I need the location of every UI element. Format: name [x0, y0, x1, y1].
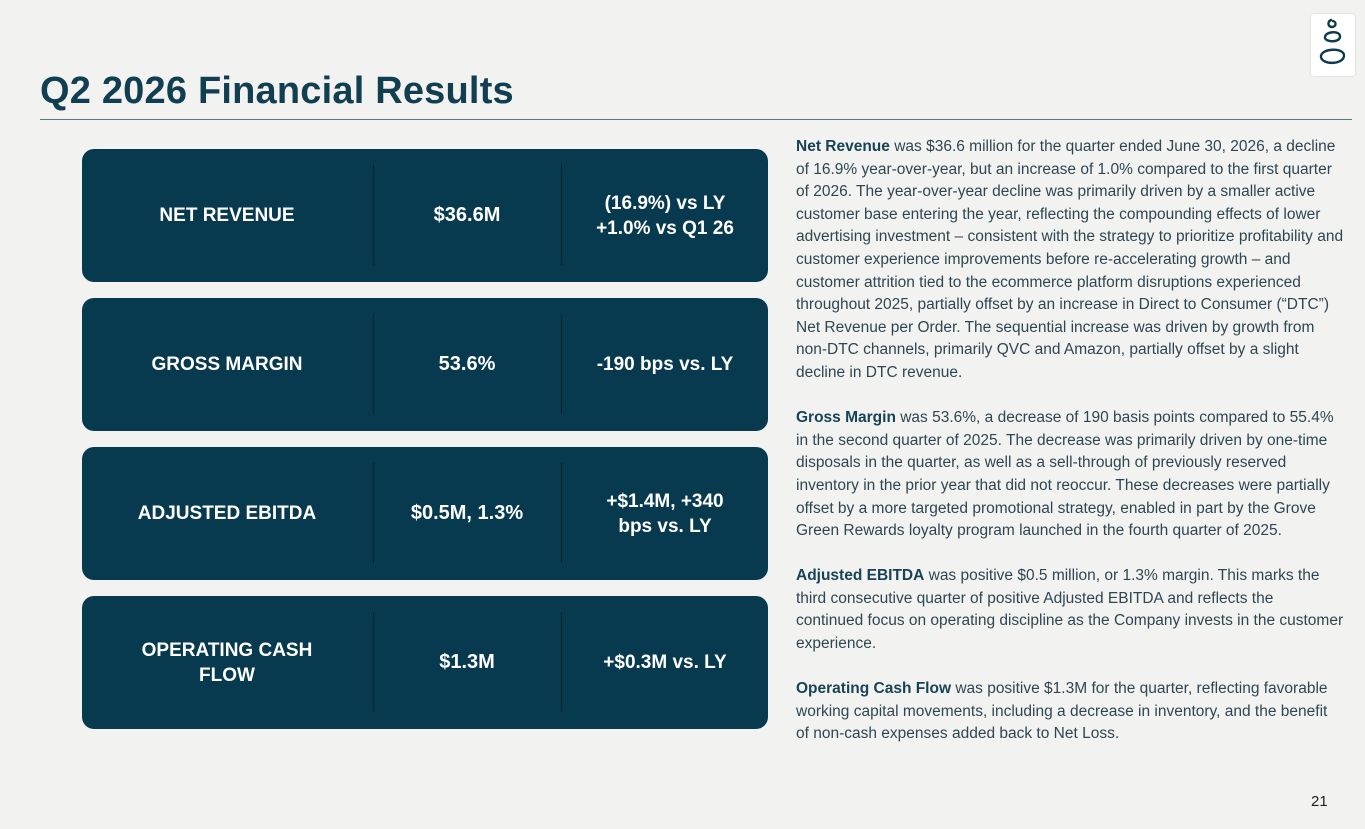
commentary-paragraph-adjusted-ebitda — [796, 565, 1344, 655]
metric-card-operating-cash-flow — [82, 596, 768, 729]
metric-label: NET REVENUE — [159, 205, 295, 226]
page-number: 21 — [1311, 793, 1328, 810]
metric-value: $36.6M — [433, 204, 501, 226]
metric-card-adjusted-ebitda — [82, 447, 768, 580]
grove-logo-icon — [1311, 14, 1355, 76]
commentary-section — [796, 136, 1344, 769]
metric-value: $1.3M — [439, 651, 495, 673]
paragraph-lead: Operating Cash Flow — [796, 680, 952, 698]
paragraph-body: was positive $1.3M for the quarter, reflecting favorable working capital movements, including a decrease in inventory, and the benefit of non-cash expenses added back to Net Loss. — [796, 680, 1328, 743]
metric-value: $0.5M, 1.3% — [410, 502, 524, 524]
metric-label: GROSS MARGIN — [151, 354, 303, 375]
metric-label: ADJUSTED EBITDA — [137, 503, 317, 524]
commentary-paragraph-operating-cash-flow — [796, 678, 1344, 746]
commentary-paragraph-gross-margin — [796, 407, 1344, 543]
metric-card-net-revenue — [82, 149, 768, 282]
metric-card-gross-margin — [82, 298, 768, 431]
paragraph-body: was $36.6 million for the quarter ended June 30, 2026, a decline of 16.9% year-over-year, but an increase of 1.0% compared to the first quarter of 2026. The year-over-year decline was primarily driven by a smaller active customer base entering the year, reflecting the compounding effects of lower advertising investment – consistent with the strategy to prioritize profitability and customer experience improvements before re-accelerating growth – and customer attrition tied to the ecommerce platform disruptions experienced throughout 2025, partially offset by an increase in Direct to Consumer (“DTC”) Net Revenue per Order. The sequential increase was driven by growth from non-DTC channels, primarily QVC and Amazon, partially offset by a slight decline in DTC revenue. — [796, 138, 1344, 381]
paragraph-lead: Adjusted EBITDA — [796, 567, 925, 585]
metric-change: +$1.4M, +340 bps vs. LY — [606, 490, 724, 537]
metric-value: 53.6% — [438, 353, 496, 375]
paragraph-lead: Net Revenue — [796, 138, 890, 155]
metric-label: OPERATING CASH FLOW — [141, 639, 313, 686]
paragraph-body: was 53.6%, a decrease of 190 basis points compared to 55.4% in the second quarter of 2025. The decrease was primarily driven by one-time disposals in the quarter, as well as a sell-through of previously reserved inventory in the prior year that did not reoccur. These decreases were partially offset by a more targeted promotional strategy, enabled in part by the Grove Green Rewards loyalty program launched in the fourth quarter of 2025. — [796, 409, 1334, 540]
title-divider — [40, 119, 1352, 120]
paragraph-body: was positive $0.5 million, or 1.3% margin. This marks the third consecutive quarter of positive Adjusted EBITDA and reflects the continued focus on operating discipline as the Company invests in the customer experience. — [796, 567, 1344, 653]
paragraph-lead: Gross Margin — [796, 409, 896, 427]
metric-change: +$0.3M vs. LY — [603, 652, 727, 673]
metric-change: -190 bps vs. LY — [596, 354, 734, 375]
commentary-paragraph-net-revenue — [796, 136, 1344, 385]
metric-change: (16.9%) vs LY +1.0% vs Q1 26 — [596, 192, 734, 239]
page-title: Q2 2026 Financial Results — [40, 70, 514, 112]
